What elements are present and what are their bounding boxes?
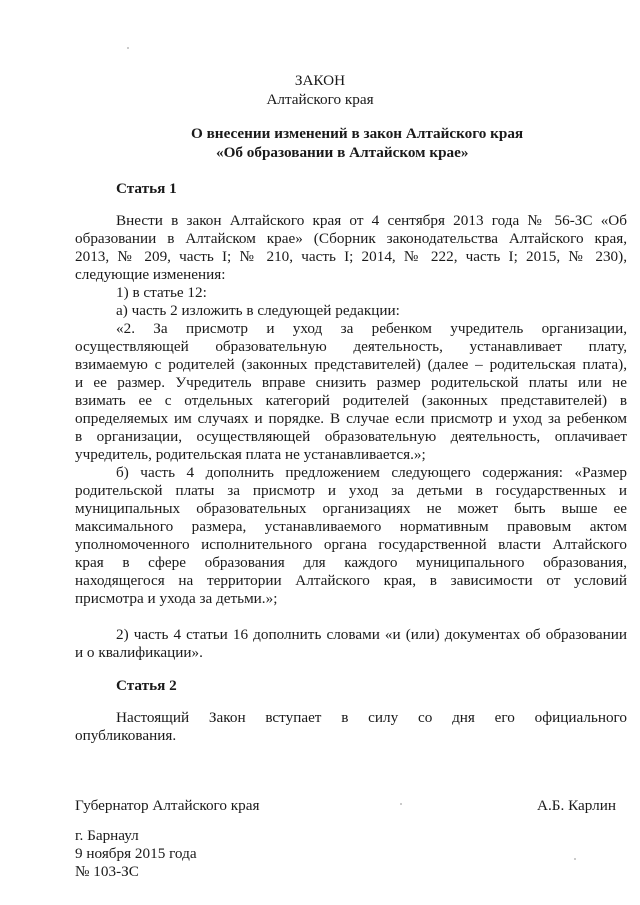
- article1-line: осуществляющей образовательную деятельность, устанавливает плату,: [75, 338, 627, 355]
- document-title-line1: О внесении изменений в закон Алтайского края: [191, 125, 524, 142]
- article1-line: а) часть 2 изложить в следующей редакции:: [116, 302, 400, 319]
- document-type: ЗАКОН: [294, 72, 346, 89]
- article1-line: присмотра и ухода за детьми.»;: [75, 590, 278, 607]
- scan-speck: [127, 47, 129, 49]
- signatory-position: Губернатор Алтайского края: [75, 797, 260, 814]
- document-title-line2: «Об образовании в Алтайском крае»: [216, 144, 469, 161]
- article1-line: образовании в Алтайском крае» (Сборник законодательства Алтайского края,: [75, 230, 627, 247]
- article1-line: 2) часть 4 статьи 16 дополнить словами «и (или) документах об образовании: [116, 626, 627, 643]
- document-region: Алтайского края: [266, 91, 374, 108]
- article1-line: муниципальных образовательных организациях не может быть выше ее: [75, 500, 627, 517]
- article1-line: б) часть 4 дополнить предложением следующего содержания: «Размер: [116, 464, 627, 481]
- article1-line: «2. За присмотр и уход за ребенком учредитель организации,: [116, 320, 627, 337]
- article1-heading: Статья 1: [116, 180, 177, 197]
- article1-line: 2013, № 209, часть I; № 210, часть I; 2014, № 222, часть I; 2015, № 230),: [75, 248, 627, 265]
- signatory-name: А.Б. Карлин: [537, 797, 616, 814]
- article1-line: родительской платы за присмотр и уход за детьми в государственных и: [75, 482, 627, 499]
- article1-line: максимального размера, устанавливаемого нормативным правовым актом: [75, 518, 627, 535]
- footer-date: 9 ноября 2015 года: [75, 845, 197, 862]
- footer-city: г. Барнаул: [75, 827, 139, 844]
- article1-line: находящегося на территории Алтайского края, в зависимости от условий: [75, 572, 627, 589]
- article2-line: опубликования.: [75, 727, 177, 744]
- article1-line: и о квалификации».: [75, 644, 203, 661]
- footer-number: № 103-ЗС: [75, 863, 139, 880]
- article2-line: Настоящий Закон вступает в силу со дня его официального: [116, 709, 627, 726]
- scan-speck: [400, 803, 402, 805]
- article1-line: в организации, осуществляющей образовательную деятельность, оплачивает: [75, 428, 627, 445]
- article1-line: и ее размер. Учредитель вправе снизить размер родительской платы или не: [75, 374, 627, 391]
- article1-line: следующие изменения:: [75, 266, 226, 283]
- article1-line: взимать ее с отдельных категорий родителей (законных представителей) в: [75, 392, 627, 409]
- article1-line: взимаемую с родителей (законных представителей) (далее – родительская плата),: [75, 356, 627, 373]
- article1-line: определяемых им случаях и порядке. В случае если присмотр и уход за ребенком: [75, 410, 627, 427]
- scan-speck: [574, 858, 576, 860]
- article1-line: уполномоченного исполнительного органа государственной власти Алтайского: [75, 536, 627, 553]
- article1-line: края в сфере образования для каждого муниципального образования,: [75, 554, 627, 571]
- article1-line: 1) в статье 12:: [116, 284, 207, 301]
- article1-line: Внести в закон Алтайского края от 4 сентября 2013 года № 56-ЗС «Об: [116, 212, 627, 229]
- article2-heading: Статья 2: [116, 677, 177, 694]
- article1-line: учредитель, родительская плата не устанавливается.»;: [75, 446, 426, 463]
